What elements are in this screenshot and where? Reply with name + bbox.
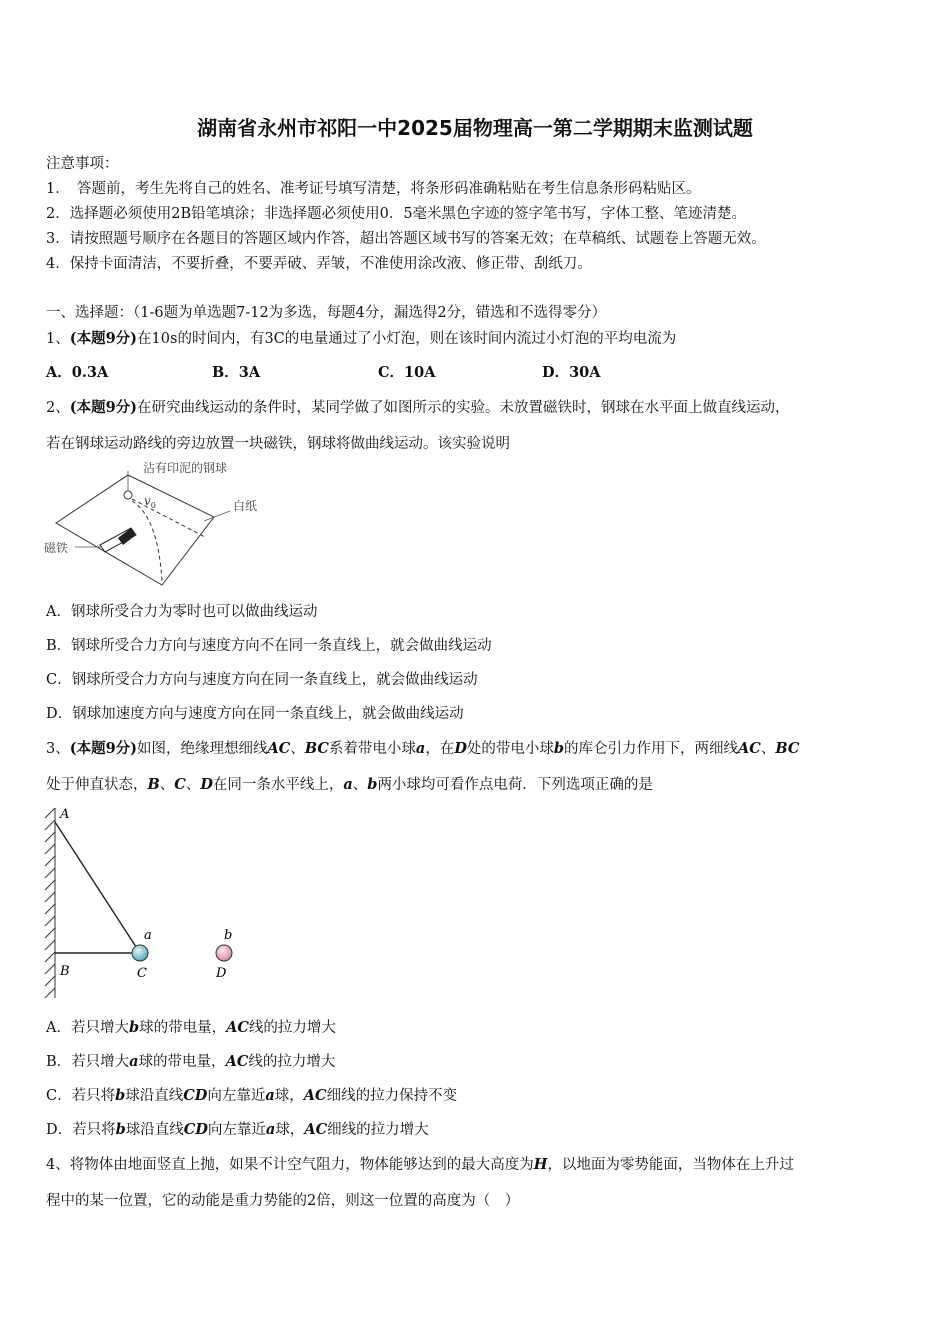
page-title: 湖南省永州市祁阳一中2025届物理高一第二学期期末监测试题 [197,116,753,140]
q3-option-d: D．若只将b球沿直线CD向左靠近a球，AC细线的拉力增大 [46,1121,429,1138]
question-number: 2、 [46,400,70,416]
question-3-line-1: 3、(本题9分)如图，绝缘理想细线AC、BC系着带电小球a，在D处的带电小球b的库仑引力作用下，两细线AC、BC [46,740,800,757]
notice-heading: 注意事项： [46,156,119,172]
question-tag: (本题9分) [69,399,138,416]
notice-item: 2．选择题必须使用2B铅笔填涂；非选择题必须使用0．5毫米黑色字迹的签字笔书写，字体工整、笔迹清楚。 [46,206,747,222]
question-3-line-2: 处于伸直状态，B、C、D在同一条水平线上，a、b两小球均可看作点电荷．下列选项正确的是 [46,776,653,793]
question-tag: (本题9分) [69,740,138,757]
magnet-experiment-figure [40,455,280,590]
question-number: 1、 [46,331,70,347]
question-4-line-2: 程中的某一位置，它的动能是重力势能的2倍，则这一位置的高度为（ ） [46,1193,520,1209]
question-2-line-1 [46,396,790,417]
question-text: 在研究曲线运动的条件时，某同学做了如图所示的实验。未放置磁铁时，钢球在水平面上做直线运动， [137,400,790,416]
label-ball-a: a [144,928,152,943]
label-ball-b: b [224,928,233,943]
label-point-b: B [60,964,70,979]
q3-option-a: A．若只增大b球的带电量，AC线的拉力增大 [46,1019,336,1036]
wall-hatching [45,808,55,998]
option-a: A．0.3A [46,364,109,381]
straight-path [132,499,205,537]
magnet-label: 磁铁 [44,541,69,555]
thread-ac [55,822,140,953]
ball-a [132,945,148,961]
paper-label: 白纸 [233,499,258,513]
white-paper [56,475,214,585]
ball-b [216,945,232,961]
q3-option-c: C．若只将b球沿直线CD向左靠近a球，AC细线的拉力保持不变 [46,1087,458,1104]
option-b: B．3A [212,364,261,381]
magnet [100,528,136,552]
q2-option-b: B．钢球所受合力方向与速度方向不在同一条直线上，就会做曲线运动 [46,638,492,654]
notice-item: 4．保持卡面清洁，不要折叠，不要弄破、弄皱，不准使用涂改液、修正带、刮纸刀。 [46,256,592,272]
question-text: 在10s的时间内，有3C的电量通过了小灯泡，则在该时间内流过小灯泡的平均电流为 [137,331,677,347]
notice-item: 3．请按照题号顺序在各题目的答题区域内作答，超出答题区域书写的答案无效；在草稿纸、试题卷上答题无效。 [46,231,766,247]
option-d: D．30A [542,364,601,381]
notice-item: 1． 答题前，考生先将自己的姓名、准考证号填写清楚，将条形码准确粘贴在考生信息条形码粘贴区。 [46,181,701,197]
label-point-a: A [60,807,70,822]
ball-label: 沾有印泥的钢球 [143,461,228,475]
question-1 [46,327,676,348]
velocity-label: $v_0$ [144,494,156,510]
paper-leader [204,511,230,521]
question-tag: (本题9分) [69,330,138,347]
q2-option-d: D．钢球加速度方向与速度方向在同一条直线上，就会做曲线运动 [46,706,464,722]
q2-option-c: C．钢球所受合力方向与速度方向在同一条直线上，就会做曲线运动 [46,672,478,688]
question-4-line-1: 4、将物体由地面竖直上抛，如果不计空气阻力，物体能够达到的最大高度为H，以地面为零势能面，当物体在上升过 [46,1156,794,1173]
question-number: 3、 [46,741,70,757]
curved-path [132,501,162,581]
label-point-c: C [137,966,147,981]
label-point-d: D [216,966,227,981]
option-c: C．10A [378,364,436,381]
q2-option-a: A．钢球所受合力为零时也可以做曲线运动 [46,604,318,620]
section-heading: 一、选择题：（1-6题为单选题7-12为多选，每题4分，漏选得2分，错选和不选得零分） [46,305,607,321]
question-2-line-2: 若在钢球运动路线的旁边放置一块磁铁，钢球将做曲线运动。该实验说明 [46,436,510,452]
q3-option-b: B．若只增大a球的带电量，AC线的拉力增大 [46,1053,336,1070]
coulomb-figure [40,800,250,1005]
steel-ball [124,491,132,499]
